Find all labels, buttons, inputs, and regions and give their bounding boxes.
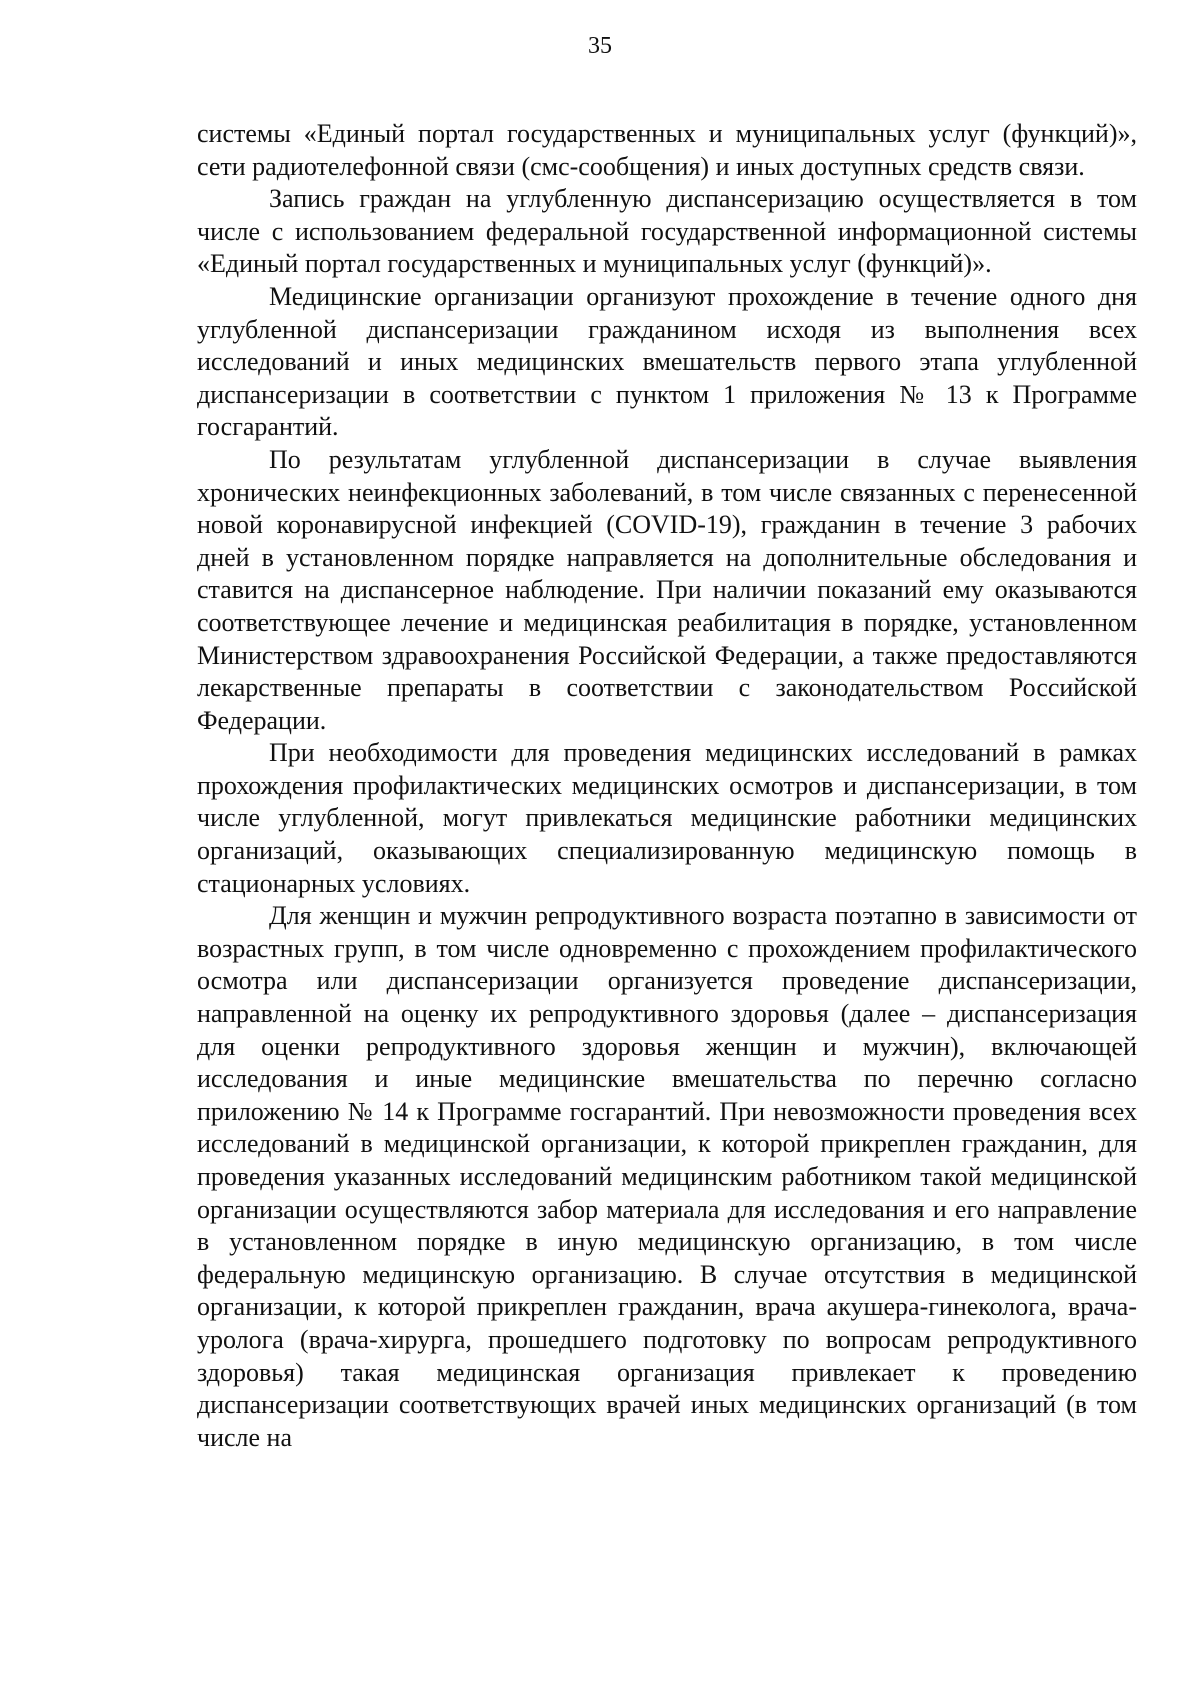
page-number: 35 — [588, 33, 612, 59]
paragraph-appointment: Запись граждан на углубленную диспансеризацию осуществляется в том числе с использованием федеральной государственной информационной системы «Единый портал государственных и муниципальных услуг (функций)». — [197, 184, 1137, 279]
paragraph-one-day-exam: Медицинские организации организуют прохождение в течение одного дня углубленной диспансеризации гражданином исходя из выполнения всех исследований и иных медицинских вмешательств первого этапа углубленной диспансеризации в соответствии с пунктом 1 приложения № 13 к Программе госгарантий. — [197, 281, 1137, 442]
document-body — [197, 118, 1137, 1454]
paragraph-exam-results: По результатам углубленной диспансеризации в случае выявления хронических неинфекционных заболеваний, в том числе связанных с перенесенной новой коронавирусной инфекцией (COVID-19), гражданин в течение 3 рабочих дней в установленном порядке направляется на дополнительные обследования и ставится на диспансерное наблюдение. При наличии показаний ему оказываются соответствующее лечение и медицинская реабилитация в порядке, установленном Министерством здравоохранения Российской Федерации, а также предоставляются лекарственные препараты в соответствии с законодательством Российской Федерации. — [197, 444, 1137, 735]
paragraph-reproductive-health: Для женщин и мужчин репродуктивного возраста поэтапно в зависимости от возрастных групп, в том числе одновременно с прохождением профилактического осмотра или диспансеризации организуется проведение диспансеризации, направленной на оценку их репродуктивного здоровья (далее – диспансеризация для оценки репродуктивного здоровья женщин и мужчин), включающей исследования и иные медицинские вмешательства по перечню согласно приложению № 14 к Программе госгарантий. При невозможности проведения всех исследований в медицинской организации, к которой прикреплен гражданин, для проведения указанных исследований медицинским работником такой медицинской организации осуществляются забор материала для исследования и его направление в установленном порядке в иную медицинскую организацию, в том числе федеральную медицинскую организацию. В случае отсутствия в медицинской организации, к которой прикреплен гражданин, врача акушера-гинеколога, врача-уролога (врача-хирурга, прошедшего подготовку по вопросам репродуктивного здоровья) такая медицинская организация привлекает к проведению диспансеризации соответствующих врачей иных медицинских организаций (в том числе на — [197, 901, 1137, 1452]
paragraph-continuation: системы «Единый портал государственных и муниципальных услуг (функций)», сети радиотелефонной связи (смс-сообщения) и иных доступных средств связи. — [197, 119, 1137, 181]
paragraph-specialists: При необходимости для проведения медицинских исследований в рамках прохождения профилактических медицинских осмотров и диспансеризации, в том числе углубленной, могут привлекаться медицинские работники медицинских организаций, оказывающих специализированную медицинскую помощь в стационарных условиях. — [197, 738, 1137, 898]
